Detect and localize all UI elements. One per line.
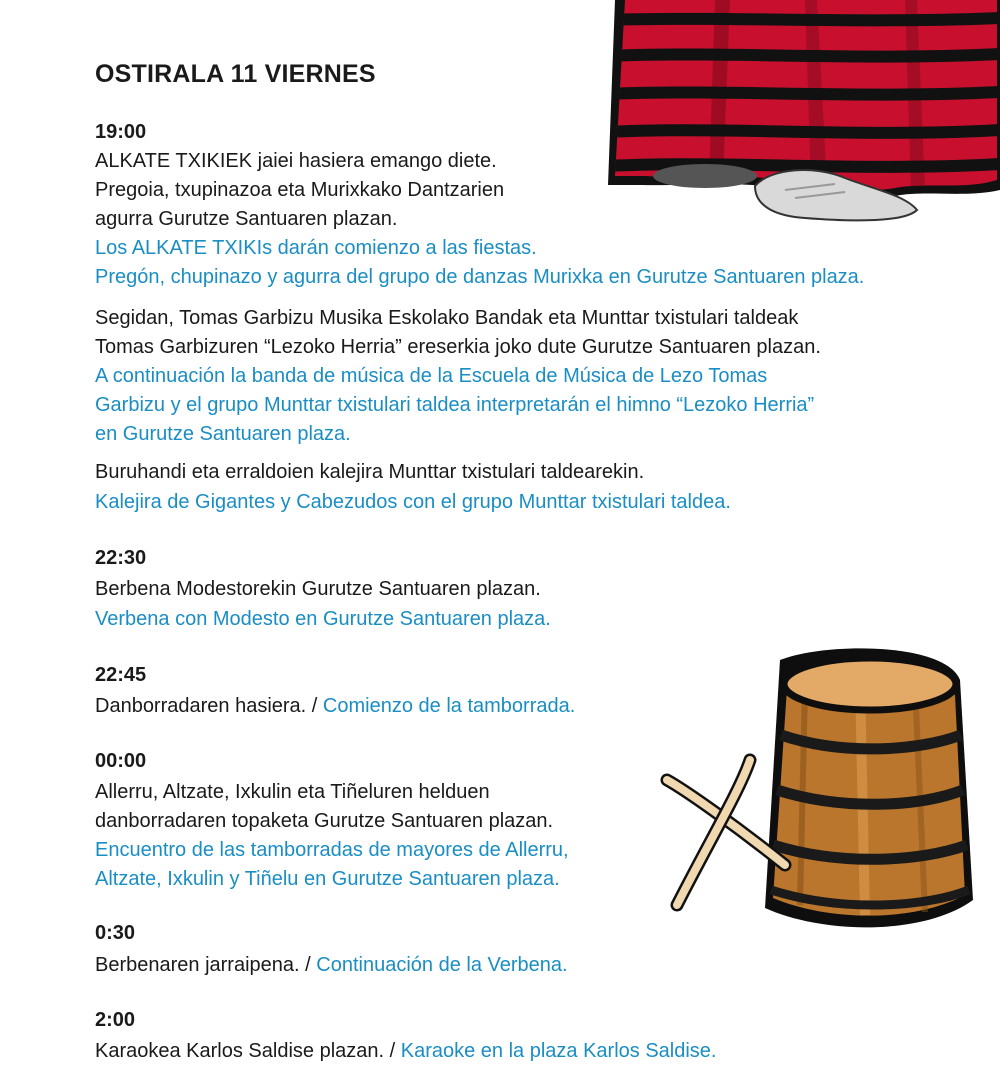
event-0200-line: [95, 1037, 716, 1066]
barrel-drum-illustration: [655, 640, 975, 940]
event-1900-basque: [95, 147, 504, 234]
separator: /: [306, 695, 323, 717]
event-time: 19:00: [95, 121, 147, 143]
text-line: Tomas Garbizuren “Lezoko Herria” ereserkia joko dute Gurutze Santuaren plazan.: [95, 336, 821, 358]
event-giants-spanish: [95, 488, 731, 517]
separator: /: [299, 954, 317, 976]
separator: /: [384, 1040, 401, 1062]
event-band-spanish: [95, 362, 814, 449]
text-line: A continuación la banda de música de la Escuela de Música de Lezo Tomas: [95, 365, 768, 387]
event-0000-spanish: [95, 836, 569, 894]
event-band-basque: [95, 304, 821, 362]
basque-text: Karaokea Karlos Saldise plazan.: [95, 1040, 385, 1062]
text-line: Buruhandi eta erraldoien kalejira Munttar txistulari taldearekin.: [95, 461, 645, 483]
spanish-text: Karaoke en la plaza Karlos Saldise.: [400, 1040, 717, 1062]
event-2245-line: [95, 692, 575, 721]
text-line: Pregón, chupinazo y agurra del grupo de danzas Murixka en Gurutze Santuaren plaza.: [95, 266, 865, 288]
text-line: danborradaren topaketa Gurutze Santuaren plazan.: [95, 810, 554, 832]
event-giants-basque: [95, 458, 644, 487]
event-time: 2:00: [95, 1009, 136, 1031]
text-line: Garbizu y el grupo Munttar txistulari taldea interpretarán el himno “Lezoko Herria”: [95, 394, 815, 416]
event-time: 22:30: [95, 547, 147, 569]
text-line: Los ALKATE TXIKIs darán comienzo a las fiestas.: [95, 237, 537, 259]
spanish-text: Continuación de la Verbena.: [316, 954, 568, 976]
event-2230-spanish: [95, 605, 551, 634]
text-line: Encuentro de las tamborradas de mayores de Allerru,: [95, 839, 569, 861]
event-time: 00:00: [95, 750, 147, 772]
text-line: Kalejira de Gigantes y Cabezudos con el grupo Munttar txistulari taldea.: [95, 491, 731, 513]
text-line: Verbena con Modesto en Gurutze Santuaren plaza.: [95, 608, 551, 630]
day-heading: OSTIRALA 11 VIERNES: [95, 60, 376, 88]
basque-text: Berbenaren jarraipena.: [95, 954, 300, 976]
event-time: 22:45: [95, 664, 147, 686]
spanish-text: Comienzo de la tamborrada.: [322, 695, 576, 717]
event-0030-line: [95, 951, 568, 980]
text-line: Altzate, Ixkulin y Tiñelu en Gurutze Santuaren plaza.: [95, 868, 560, 890]
text-line: agurra Gurutze Santuaren plazan.: [95, 208, 398, 230]
event-time: 0:30: [95, 922, 136, 944]
text-line: Pregoia, txupinazoa eta Murixkako Dantzarien: [95, 179, 505, 201]
event-0000-basque: [95, 778, 553, 836]
text-line: Berbena Modestorekin Gurutze Santuaren plazan.: [95, 578, 541, 600]
dancer-skirt-illustration: [605, 0, 1000, 235]
text-line: Allerru, Altzate, Ixkulin eta Tiñeluren helduen: [95, 781, 490, 803]
text-line: ALKATE TXIKIEK jaiei hasiera emango diete.: [95, 150, 497, 172]
basque-text: Danborradaren hasiera.: [95, 695, 307, 717]
text-line: en Gurutze Santuaren plaza.: [95, 423, 351, 445]
event-2230-basque: [95, 575, 541, 604]
event-1900-spanish: [95, 234, 864, 292]
text-line: Segidan, Tomas Garbizu Musika Eskolako Bandak eta Munttar txistulari taldeak: [95, 307, 799, 329]
